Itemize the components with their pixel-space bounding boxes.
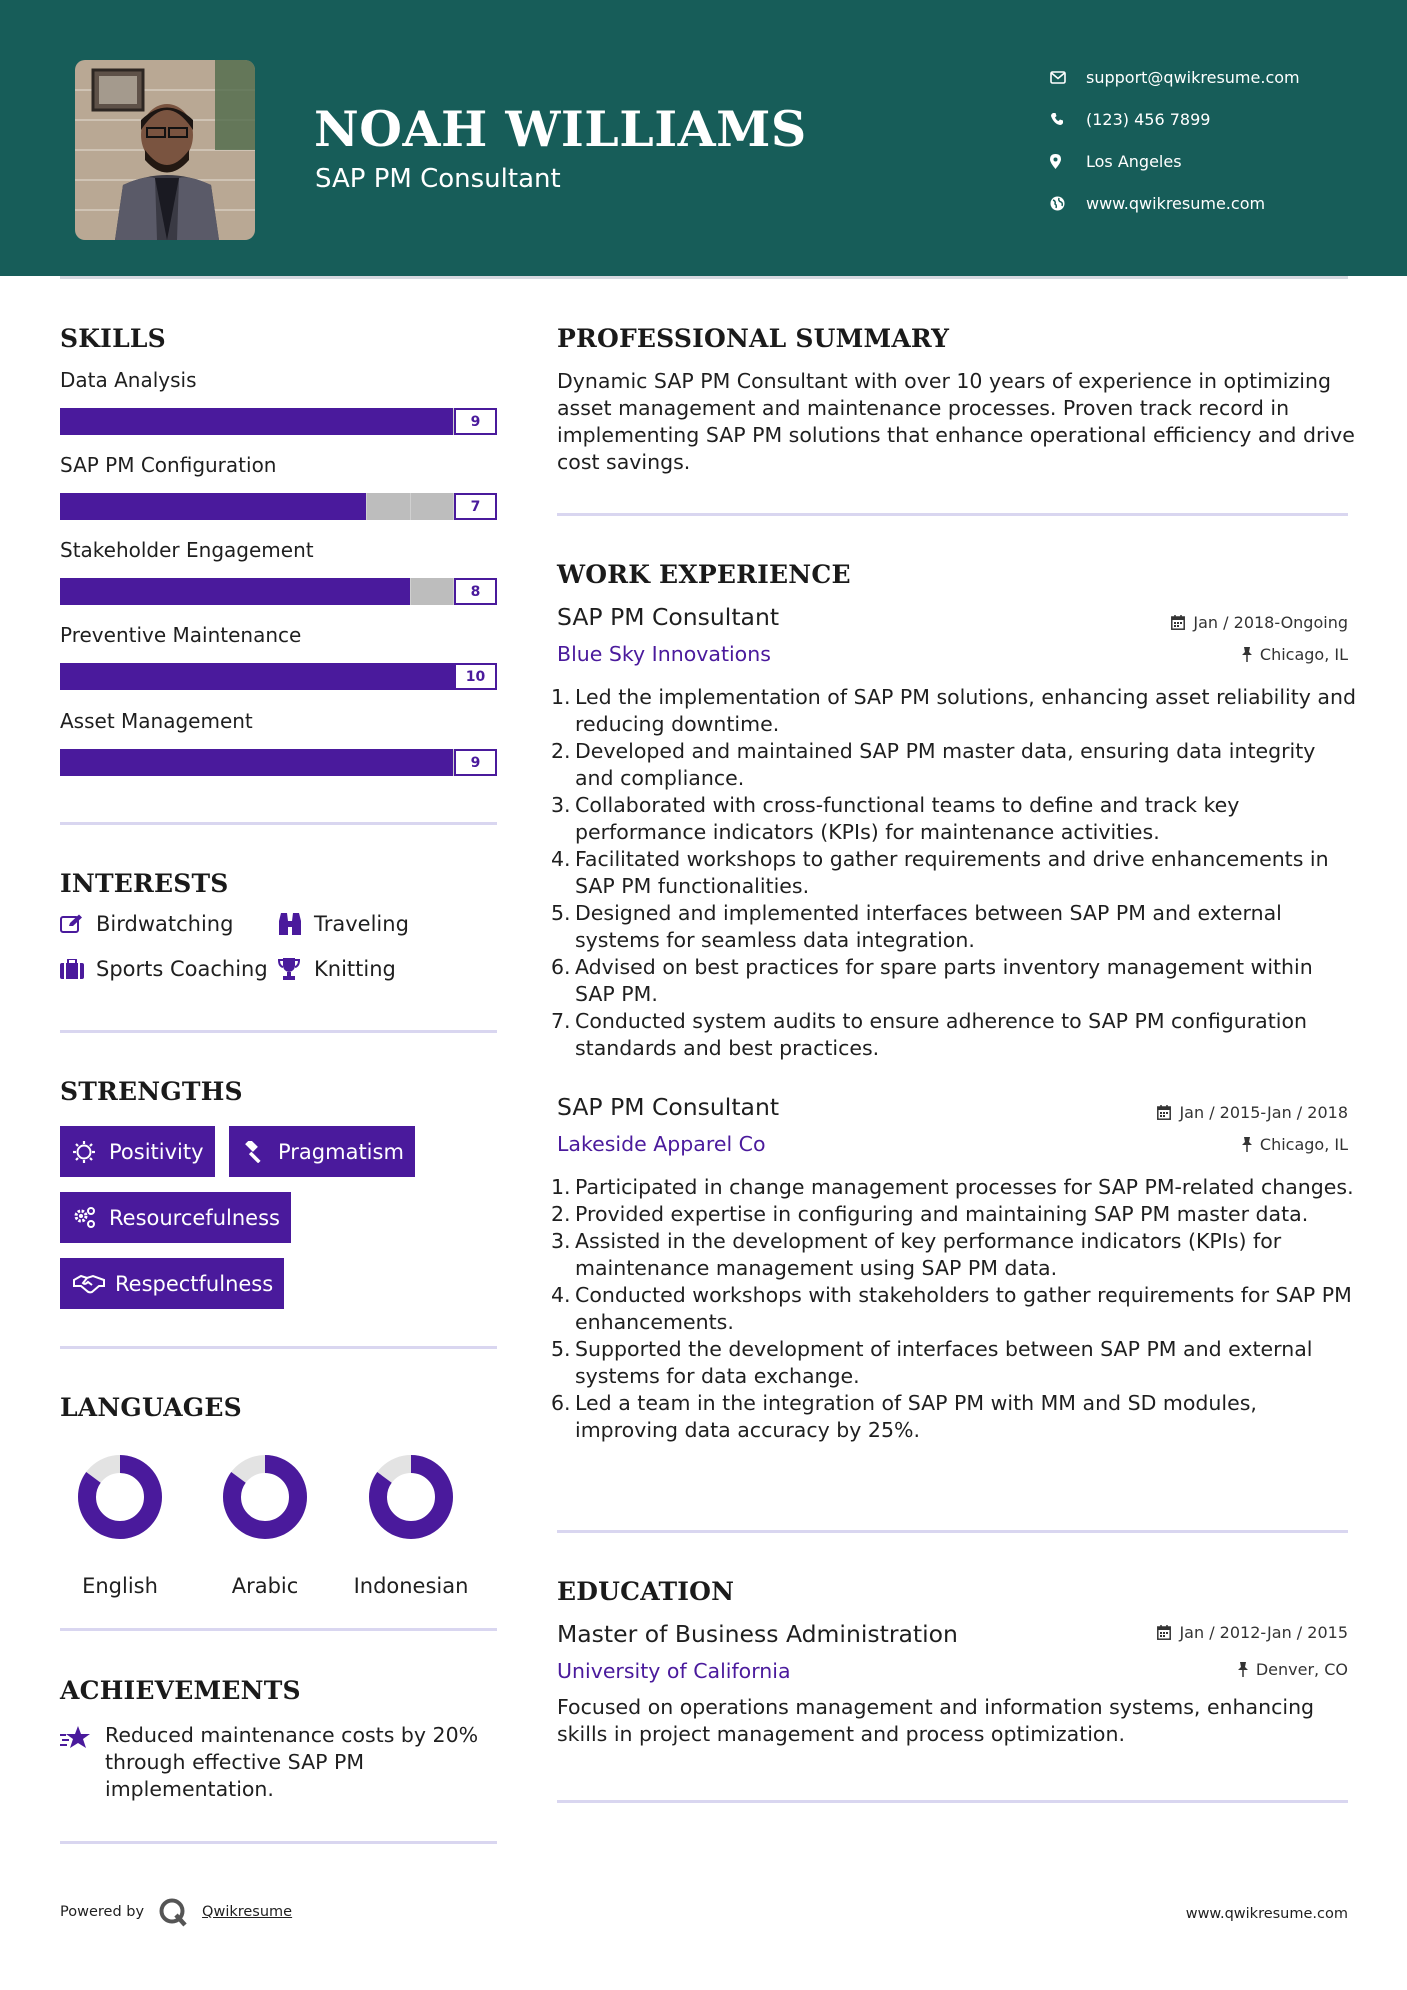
pushpin-icon [1242, 647, 1252, 662]
binoculars-icon [278, 913, 314, 935]
skill-bar [60, 493, 497, 520]
contact-phone-text[interactable]: (123) 456 7899 [1086, 109, 1211, 129]
trophy-icon [278, 958, 314, 980]
skill-name: Preventive Maintenance [60, 623, 302, 647]
duty-item: Developed and maintained SAP PM master data, ensuring data integrity and compliance. [575, 739, 1316, 790]
language-name: Indonesian [353, 1574, 469, 1598]
envelope-icon [1050, 71, 1086, 84]
strength-chip [60, 1192, 291, 1243]
education-text: Focused on operations management and information systems, enhancing skills in project management and process optimization. [557, 1695, 1315, 1746]
skill-bar-fill [60, 663, 497, 690]
interests-heading: INTERESTS [60, 869, 229, 898]
skill-level-badge: 9 [454, 749, 497, 776]
skill-bar-segment-divider [410, 578, 411, 605]
contact-email[interactable] [1050, 56, 1300, 98]
summary-heading: PROFESSIONAL SUMMARY [557, 324, 950, 353]
skill-level-badge: 8 [454, 578, 497, 605]
contact-location [1050, 140, 1300, 182]
skill-item [60, 453, 497, 520]
achievements-heading: ACHIEVEMENTS [60, 1676, 301, 1705]
duty-item: Facilitated workshops to gather requirements and drive enhancements in SAP PM functionalities. [575, 847, 1329, 898]
resume-header [0, 0, 1407, 276]
phone-icon [1050, 112, 1086, 126]
skill-bar [60, 408, 497, 435]
duty-item: Conducted workshops with stakeholders to gather requirements for SAP PM enhancements. [575, 1283, 1352, 1334]
skill-bar-fill [60, 578, 410, 605]
education-location-text: Denver, CO [1255, 1660, 1348, 1679]
section-divider [60, 1030, 497, 1033]
section-divider [557, 1530, 1348, 1533]
strengths-heading: STRENGTHS [60, 1077, 243, 1106]
star-award-icon [60, 1722, 105, 1803]
contact-email-text[interactable]: support@qwikresume.com [1086, 67, 1300, 87]
job-location [1242, 645, 1348, 664]
header-divider [60, 276, 1348, 279]
gears-icon [71, 1207, 109, 1229]
candidate-title: SAP PM Consultant [315, 164, 561, 194]
skill-bar-fill [60, 408, 453, 435]
duty-item: Assisted in the development of key performance indicators (KPIs) for maintenance management using SAP PM data. [575, 1229, 1282, 1280]
job-duties [557, 684, 1357, 1062]
duty-item: Supported the development of interfaces between SAP PM and external systems for data exchange. [575, 1337, 1313, 1388]
skill-name: Data Analysis [60, 368, 197, 392]
footer-powered-by [60, 1897, 292, 1927]
skill-name: SAP PM Configuration [60, 453, 277, 477]
language-ring [77, 1454, 163, 1540]
interest-label: Birdwatching [96, 912, 234, 936]
skill-name: Stakeholder Engagement [60, 538, 314, 562]
job-location [1242, 1135, 1348, 1154]
gavel-icon [240, 1141, 278, 1163]
duty-item: Led the implementation of SAP PM solutions, enhancing asset reliability and reducing downtime. [575, 685, 1356, 736]
strength-chip [60, 1258, 284, 1309]
briefcase-icon [60, 959, 96, 979]
globe-icon [1050, 196, 1086, 211]
section-divider [557, 1800, 1348, 1803]
job-location-text: Chicago, IL [1259, 645, 1348, 664]
job-dates [1157, 1103, 1348, 1122]
skill-bar [60, 578, 497, 605]
section-divider [60, 1628, 497, 1631]
language-name: Arabic [231, 1574, 299, 1598]
section-divider [60, 822, 497, 825]
powered-by-text: Powered by [60, 1904, 145, 1920]
skill-item [60, 368, 497, 435]
skill-level-badge: 10 [454, 663, 497, 690]
job-dates-text: Jan / 2015-Jan / 2018 [1179, 1103, 1348, 1122]
education-dates-text: Jan / 2012-Jan / 2015 [1179, 1623, 1348, 1642]
duty-item: Advised on best practices for spare parts inventory management within SAP PM. [575, 955, 1313, 1006]
interest-label: Knitting [314, 957, 396, 981]
duty-item: Designed and implemented interfaces between SAP PM and external systems for seamless data integration. [575, 901, 1282, 952]
job-title: SAP PM Consultant [557, 603, 780, 631]
language-ring [368, 1454, 454, 1540]
candidate-name: NOAH WILLIAMS [314, 100, 807, 158]
language-item [341, 1454, 481, 1598]
education-location [1238, 1660, 1348, 1679]
skills-heading: SKILLS [60, 324, 166, 353]
achievement-item [60, 1722, 500, 1803]
edit-icon [60, 914, 96, 934]
contact-list [1050, 56, 1300, 224]
interest-item [60, 957, 268, 981]
skill-level-badge: 9 [454, 408, 497, 435]
skill-item [60, 623, 497, 690]
language-ring [222, 1454, 308, 1540]
education-heading: EDUCATION [557, 1577, 735, 1606]
skill-bar-fill [60, 493, 366, 520]
interest-item [60, 912, 233, 936]
calendar-icon [1157, 1625, 1171, 1640]
achievement-text: Reduced maintenance costs by 20% through effective SAP PM implementation. [105, 1723, 479, 1801]
qwikresume-link[interactable]: Qwikresume [202, 1904, 293, 1920]
school-name: University of California [557, 1659, 791, 1683]
contact-location-text: Los Angeles [1086, 151, 1182, 171]
summary-text: Dynamic SAP PM Consultant with over 10 years of experience in optimizing asset management and maintenance processes. Proven track record in implementing SAP PM solutions that enhance operational efficiency and drive cost savings. [557, 369, 1355, 474]
experience-heading: WORK EXPERIENCE [557, 560, 851, 589]
handshake-icon [71, 1274, 115, 1294]
skill-bar [60, 749, 497, 776]
language-name: English [82, 1574, 158, 1598]
strength-chip [229, 1126, 415, 1177]
interest-item [278, 912, 409, 936]
job-duties [557, 1174, 1357, 1444]
strength-label: Pragmatism [278, 1139, 404, 1164]
job-dates-text: Jan / 2018-Ongoing [1193, 613, 1348, 632]
duty-item: Conducted system audits to ensure adherence to SAP PM configuration standards and best practices. [575, 1009, 1308, 1060]
interest-label: Traveling [314, 912, 409, 936]
pushpin-icon [1238, 1662, 1248, 1677]
calendar-icon [1171, 615, 1185, 630]
skill-item [60, 709, 497, 776]
skill-bar-fill [60, 749, 453, 776]
skill-level-badge: 7 [454, 493, 497, 520]
section-divider [60, 1841, 497, 1844]
skill-item [60, 538, 497, 605]
pushpin-icon [1242, 1137, 1252, 1152]
map-pin-icon [1050, 154, 1086, 169]
job-location-text: Chicago, IL [1259, 1135, 1348, 1154]
section-divider [60, 1346, 497, 1349]
strength-label: Respectfulness [115, 1271, 274, 1296]
languages-heading: LANGUAGES [60, 1393, 242, 1422]
company-name: Lakeside Apparel Co [557, 1132, 766, 1156]
skill-name: Asset Management [60, 709, 253, 733]
qwikresume-logo-icon [158, 1897, 188, 1927]
duty-item: Participated in change management processes for SAP PM-related changes. [575, 1175, 1354, 1199]
language-item [195, 1454, 335, 1598]
company-name: Blue Sky Innovations [557, 642, 771, 666]
job-dates [1171, 613, 1348, 632]
degree-title: Master of Business Administration [557, 1620, 958, 1648]
skill-bar-segment-divider [366, 493, 367, 520]
skill-bar-segment-divider [410, 493, 411, 520]
interest-label: Sports Coaching [96, 957, 268, 981]
interest-item [278, 957, 396, 981]
strength-chip [60, 1126, 215, 1177]
strength-label: Resourcefulness [109, 1205, 280, 1230]
skill-bar [60, 663, 497, 690]
contact-website[interactable] [1050, 182, 1300, 224]
calendar-icon [1157, 1105, 1171, 1120]
contact-website-text[interactable]: www.qwikresume.com [1086, 193, 1266, 213]
profile-photo [75, 60, 255, 240]
sun-icon [71, 1141, 109, 1163]
contact-phone[interactable] [1050, 98, 1300, 140]
duty-item: Provided expertise in configuring and maintaining SAP PM master data. [575, 1202, 1309, 1226]
job-title: SAP PM Consultant [557, 1093, 780, 1121]
strength-label: Positivity [109, 1139, 204, 1164]
section-divider [557, 513, 1348, 516]
education-dates [1157, 1623, 1348, 1642]
footer-website[interactable]: www.qwikresume.com [1185, 1906, 1348, 1922]
language-item [50, 1454, 190, 1598]
duty-item: Led a team in the integration of SAP PM with MM and SD modules, improving data accuracy by 25%. [575, 1391, 1257, 1442]
duty-item: Collaborated with cross-functional teams to define and track key performance indicators (KPIs) for maintenance activities. [575, 793, 1240, 844]
